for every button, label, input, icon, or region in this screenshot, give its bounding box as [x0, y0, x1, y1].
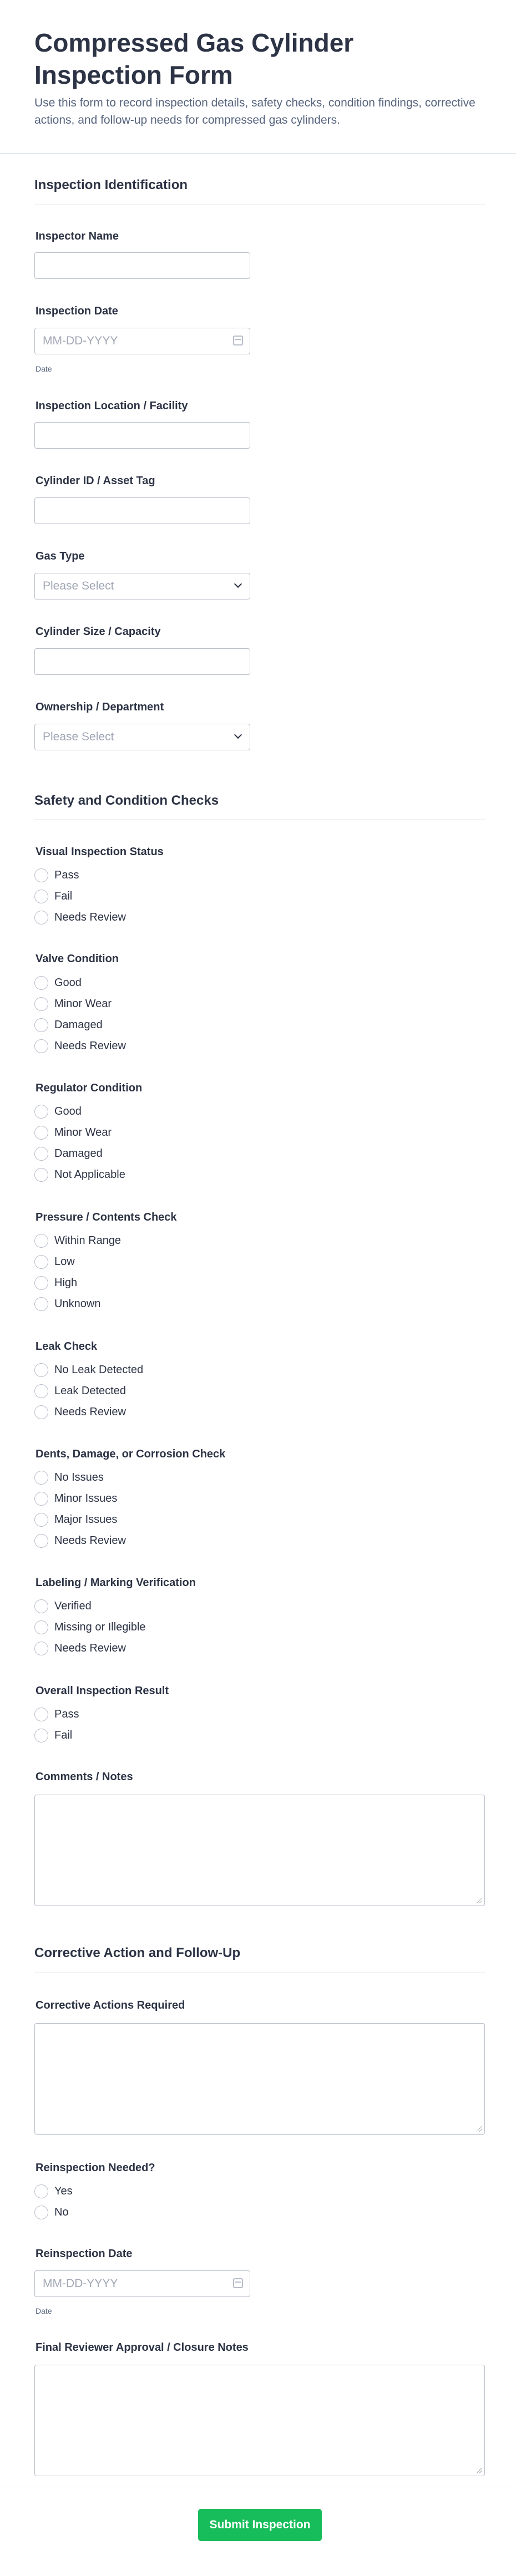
radio-label: Needs Review — [54, 1040, 126, 1052]
reinspection-date-input[interactable] — [34, 2270, 250, 2297]
radio-button[interactable] — [34, 2206, 48, 2219]
radio-label: Needs Review — [54, 1642, 126, 1654]
inspector-name-label: Inspector Name — [36, 230, 119, 242]
resize-handle-icon[interactable] — [477, 2126, 482, 2132]
radio-label: Major Issues — [54, 1513, 118, 1526]
cylinder-id-label: Cylinder ID / Asset Tag — [36, 475, 155, 487]
radio-label: Within Range — [54, 1234, 122, 1247]
final-approval-textarea[interactable] — [34, 2365, 485, 2476]
reinspection-needed-label: Reinspection Needed? — [36, 2162, 155, 2174]
cylinder-size-input[interactable] — [34, 648, 250, 675]
radio-button[interactable] — [34, 911, 48, 924]
radio-button[interactable] — [34, 1708, 48, 1721]
submit-button[interactable]: Submit Inspection — [198, 2509, 322, 2541]
radio-label: Fail — [54, 1729, 73, 1741]
comments-label: Comments / Notes — [36, 1771, 133, 1783]
section-divider — [34, 1972, 485, 1973]
radio-button[interactable] — [34, 976, 48, 990]
radio-label: Yes — [54, 2185, 73, 2197]
radio-label: Missing or Illegible — [54, 1621, 146, 1633]
radio-button[interactable] — [34, 1384, 48, 1398]
radio-label: Minor Wear — [54, 998, 112, 1010]
radio-button[interactable] — [34, 1599, 48, 1613]
radio-label: Pass — [54, 1708, 79, 1720]
location-label: Inspection Location / Facility — [36, 400, 188, 412]
gas-type-select[interactable] — [34, 573, 250, 599]
radio-label: Minor Issues — [54, 1492, 118, 1505]
visual-status-label: Visual Inspection Status — [36, 846, 164, 858]
regulator-condition-label: Regulator Condition — [36, 1082, 143, 1094]
radio-label: No Leak Detected — [54, 1364, 144, 1376]
radio-button[interactable] — [34, 1105, 48, 1119]
inspection-date-sublabel: Date — [36, 364, 52, 373]
radio-button[interactable] — [34, 1255, 48, 1269]
radio-label: Fail — [54, 890, 73, 902]
ownership-selected: Please Select — [43, 730, 114, 743]
overall-result-label: Overall Inspection Result — [36, 1685, 169, 1697]
radio-label: Low — [54, 1256, 75, 1268]
radio-label: Damaged — [54, 1019, 103, 1031]
radio-button[interactable] — [34, 1729, 48, 1742]
radio-label: Damaged — [54, 1147, 103, 1160]
header-divider — [0, 153, 516, 154]
radio-button[interactable] — [34, 1534, 48, 1548]
radio-button[interactable] — [34, 1363, 48, 1377]
reinspection-date-sublabel: Date — [36, 2306, 52, 2315]
radio-label: No Issues — [54, 1471, 104, 1483]
form-title: Compressed Gas Cylinder Inspection Form — [34, 28, 354, 89]
radio-label: Good — [54, 977, 82, 989]
reinspection-date-label: Reinspection Date — [36, 2248, 133, 2260]
cylinder-id-input[interactable] — [34, 497, 250, 524]
ownership-label: Ownership / Department — [36, 701, 164, 713]
radio-label: Verified — [54, 1600, 92, 1612]
calendar-icon[interactable] — [233, 2278, 243, 2288]
radio-button[interactable] — [34, 1492, 48, 1506]
location-input[interactable] — [34, 422, 250, 449]
radio-button[interactable] — [34, 1147, 48, 1161]
radio-button[interactable] — [34, 1168, 48, 1182]
pressure-check-label: Pressure / Contents Check — [36, 1211, 177, 1223]
final-approval-label: Final Reviewer Approval / Closure Notes — [36, 2341, 249, 2354]
radio-label: Unknown — [54, 1298, 101, 1310]
radio-button[interactable] — [34, 1276, 48, 1290]
radio-button[interactable] — [34, 1126, 48, 1140]
radio-button[interactable] — [34, 1234, 48, 1248]
ownership-select[interactable] — [34, 724, 250, 750]
radio-button[interactable] — [34, 1471, 48, 1485]
radio-button[interactable] — [34, 1039, 48, 1053]
radio-button[interactable] — [34, 1297, 48, 1311]
radio-button[interactable] — [34, 1405, 48, 1419]
section-title-corrective: Corrective Action and Follow-Up — [34, 1945, 241, 1960]
inspector-name-input[interactable] — [34, 252, 250, 279]
form-subtitle: Use this form to record inspection details, safety checks, condition findings, corrective actions, and follow-up needs for compressed gas cylinders. — [34, 96, 475, 126]
radio-button[interactable] — [34, 890, 48, 903]
gas-type-label: Gas Type — [36, 550, 85, 562]
radio-label: Not Applicable — [54, 1168, 125, 1181]
radio-label: Pass — [54, 869, 79, 881]
section-divider — [34, 819, 485, 820]
calendar-icon[interactable] — [233, 336, 243, 346]
corrective-actions-label: Corrective Actions Required — [36, 1999, 185, 2011]
resize-handle-icon[interactable] — [477, 1898, 482, 1903]
form-header — [34, 27, 482, 129]
radio-label: Minor Wear — [54, 1126, 112, 1139]
leak-check-label: Leak Check — [36, 1340, 98, 1353]
radio-button[interactable] — [34, 1642, 48, 1655]
inspection-date-placeholder: MM-DD-YYYY — [43, 334, 118, 347]
reinspection-date-placeholder: MM-DD-YYYY — [43, 2277, 118, 2290]
inspection-date-label: Inspection Date — [36, 305, 118, 317]
radio-button[interactable] — [34, 2184, 48, 2198]
dents-check-label: Dents, Damage, or Corrosion Check — [36, 1448, 226, 1460]
radio-label: Needs Review — [54, 1535, 126, 1547]
radio-label: Needs Review — [54, 1406, 126, 1418]
section-title-identification: Inspection Identification — [34, 177, 188, 192]
section-divider — [34, 204, 485, 205]
comments-textarea[interactable] — [34, 1795, 485, 1906]
corrective-actions-textarea[interactable] — [34, 2023, 485, 2135]
radio-label: Good — [54, 1105, 82, 1117]
chevron-down-icon — [234, 580, 242, 588]
radio-label: Leak Detected — [54, 1385, 126, 1397]
resize-handle-icon[interactable] — [477, 2468, 482, 2473]
radio-button[interactable] — [34, 868, 48, 882]
gas-type-selected: Please Select — [43, 580, 114, 592]
radio-label: No — [54, 2206, 69, 2218]
section-title-safety: Safety and Condition Checks — [34, 793, 219, 808]
inspection-date-input[interactable] — [34, 328, 250, 354]
radio-button[interactable] — [34, 997, 48, 1011]
chevron-down-icon — [234, 731, 242, 739]
radio-label: Needs Review — [54, 911, 126, 923]
labeling-label: Labeling / Marking Verification — [36, 1577, 196, 1589]
radio-button[interactable] — [34, 1620, 48, 1634]
valve-condition-label: Valve Condition — [36, 953, 119, 965]
radio-button[interactable] — [34, 1018, 48, 1032]
radio-button[interactable] — [34, 1513, 48, 1527]
cylinder-size-label: Cylinder Size / Capacity — [36, 626, 161, 638]
radio-label: High — [54, 1277, 78, 1289]
